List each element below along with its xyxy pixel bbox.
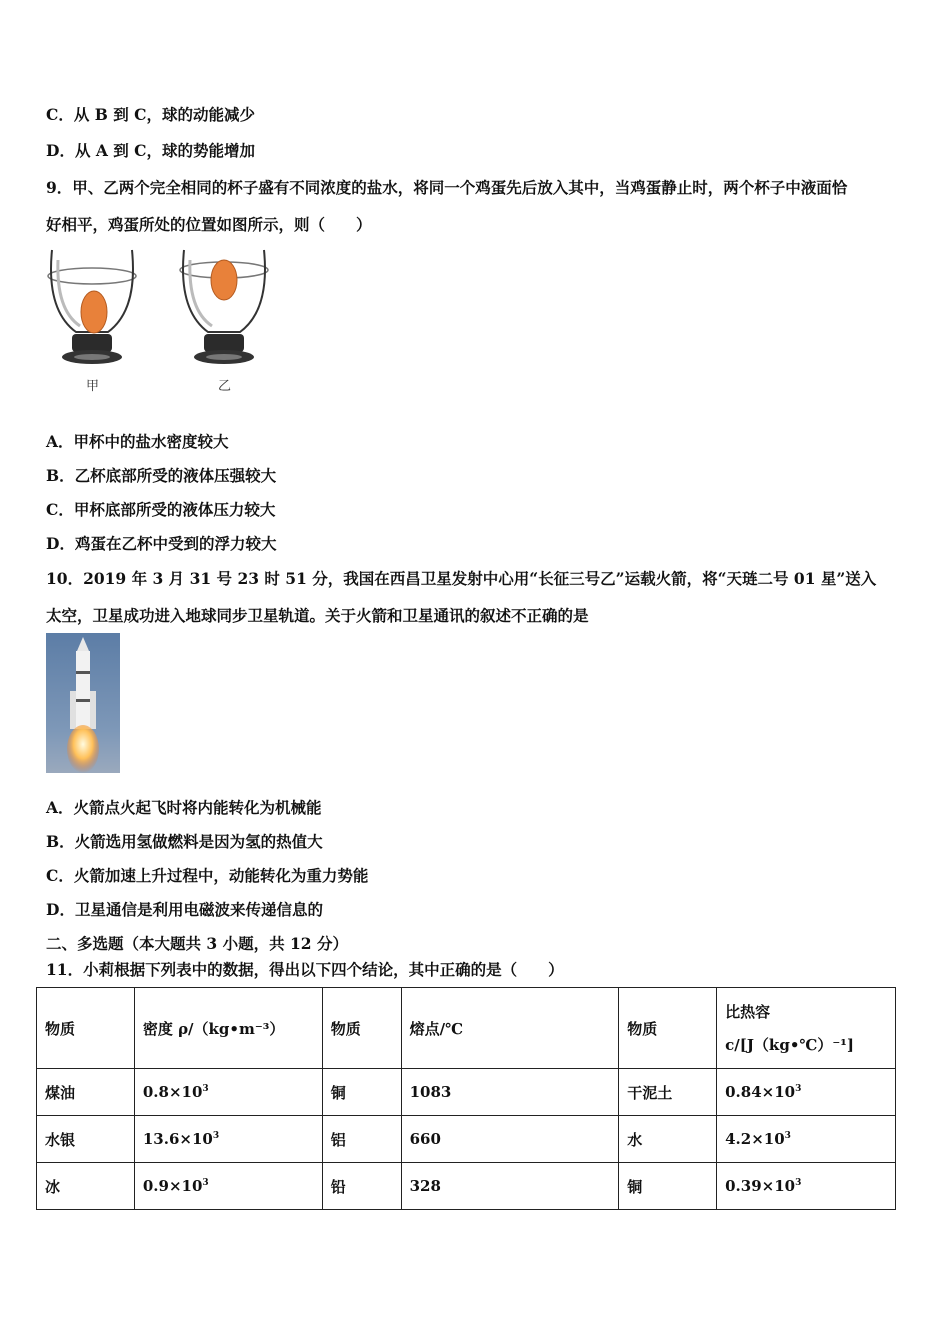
cup-b [180, 250, 268, 393]
q10-option-a: A．火箭点火起飞时将内能转化为机械能 [46, 798, 322, 817]
q8-option-c: C．从 B 到 C，球的动能减少 [46, 105, 255, 124]
cell-substance: 铅 [322, 1163, 401, 1210]
table-header-row [37, 988, 896, 1069]
cell-substance: 铝 [322, 1116, 401, 1163]
q9-egg-cups-figure [46, 240, 276, 400]
table-row [37, 1116, 896, 1163]
cell-substance: 铜 [322, 1069, 401, 1116]
q10-option-d: D．卫星通信是利用电磁波来传递信息的 [46, 900, 323, 919]
q10-stem-line2: 太空，卫星成功进入地球同步卫星轨道。关于火箭和卫星通讯的叙述不正确的是 [46, 606, 589, 625]
table-row [37, 1069, 896, 1116]
cup-a [48, 250, 136, 393]
rocket-launch-photo [46, 633, 120, 773]
egg-a [81, 291, 107, 333]
cell-substance: 水银 [37, 1116, 135, 1163]
cell-substance: 铜 [619, 1163, 717, 1210]
cell-melting-point: 660 [401, 1116, 619, 1163]
cell-specific-heat: $0.39\times 10^3$ [717, 1163, 896, 1210]
cell-density: $13.6\times 10^3$ [134, 1116, 322, 1163]
cell-specific-heat: $4.2\times 10^3$ [717, 1116, 896, 1163]
rocket-flame [67, 725, 99, 773]
cell-substance: 干泥土 [619, 1069, 717, 1116]
header-substance-1: 物质 [37, 988, 135, 1069]
cup-a-label: 甲 [86, 378, 100, 393]
header-specific-heat [717, 988, 896, 1069]
header-density: 密度 ρ/（kg•m⁻³） [134, 988, 322, 1069]
q9-option-a: A．甲杯中的盐水密度较大 [46, 432, 229, 451]
q10-option-c: C．火箭加速上升过程中，动能转化为重力势能 [46, 866, 369, 885]
cell-substance: 水 [619, 1116, 717, 1163]
q9-stem-line2: 好相平，鸡蛋所处的位置如图所示，则（ ） [46, 215, 372, 234]
cell-density: $0.8\times 10^3$ [134, 1069, 322, 1116]
egg-b [211, 260, 237, 300]
q9-option-c: C．甲杯底部所受的液体压力较大 [46, 500, 276, 519]
cell-specific-heat: $0.84\times 10^3$ [717, 1069, 896, 1116]
cell-substance: 煤油 [37, 1069, 135, 1116]
header-substance-2: 物质 [322, 988, 401, 1069]
q9-option-d: D．鸡蛋在乙杯中受到的浮力较大 [46, 534, 277, 553]
q9-stem-line1: 9．甲、乙两个完全相同的杯子盛有不同浓度的盐水，将同一个鸡蛋先后放入其中，当鸡蛋静止时，两个杯子中液面恰 [46, 178, 848, 197]
cell-melting-point: 328 [401, 1163, 619, 1210]
q11-stem: 11．小莉根据下列表中的数据，得出以下四个结论，其中正确的是（ ） [46, 960, 564, 979]
header-specific-heat-title: 比热容 [725, 1003, 771, 1021]
header-specific-heat-unit: c/[J（kg•℃）⁻¹] [725, 1036, 854, 1054]
cup-b-label: 乙 [218, 378, 232, 393]
section-heading-multi-choice: 二、多选题（本大题共 3 小题，共 12 分） [46, 934, 348, 953]
q8-option-d: D．从 A 到 C，球的势能增加 [46, 141, 255, 160]
q10-stem-line1: 10．2019 年 3 月 31 号 23 时 51 分，我国在西昌卫星发射中心用“长征三号乙”运载火箭，将“天琏二号 01 星”送入 [46, 569, 877, 588]
q11-properties-table [36, 987, 896, 1210]
q10-option-b: B．火箭选用氢做燃料是因为氢的热值大 [46, 832, 323, 851]
cell-melting-point: 1083 [401, 1069, 619, 1116]
header-substance-3: 物质 [619, 988, 717, 1069]
cell-substance: 冰 [37, 1163, 135, 1210]
cell-density: $0.9\times 10^3$ [134, 1163, 322, 1210]
q9-option-b: B．乙杯底部所受的液体压强较大 [46, 466, 277, 485]
table-row [37, 1163, 896, 1210]
header-melting-point: 熔点/℃ [401, 988, 619, 1069]
